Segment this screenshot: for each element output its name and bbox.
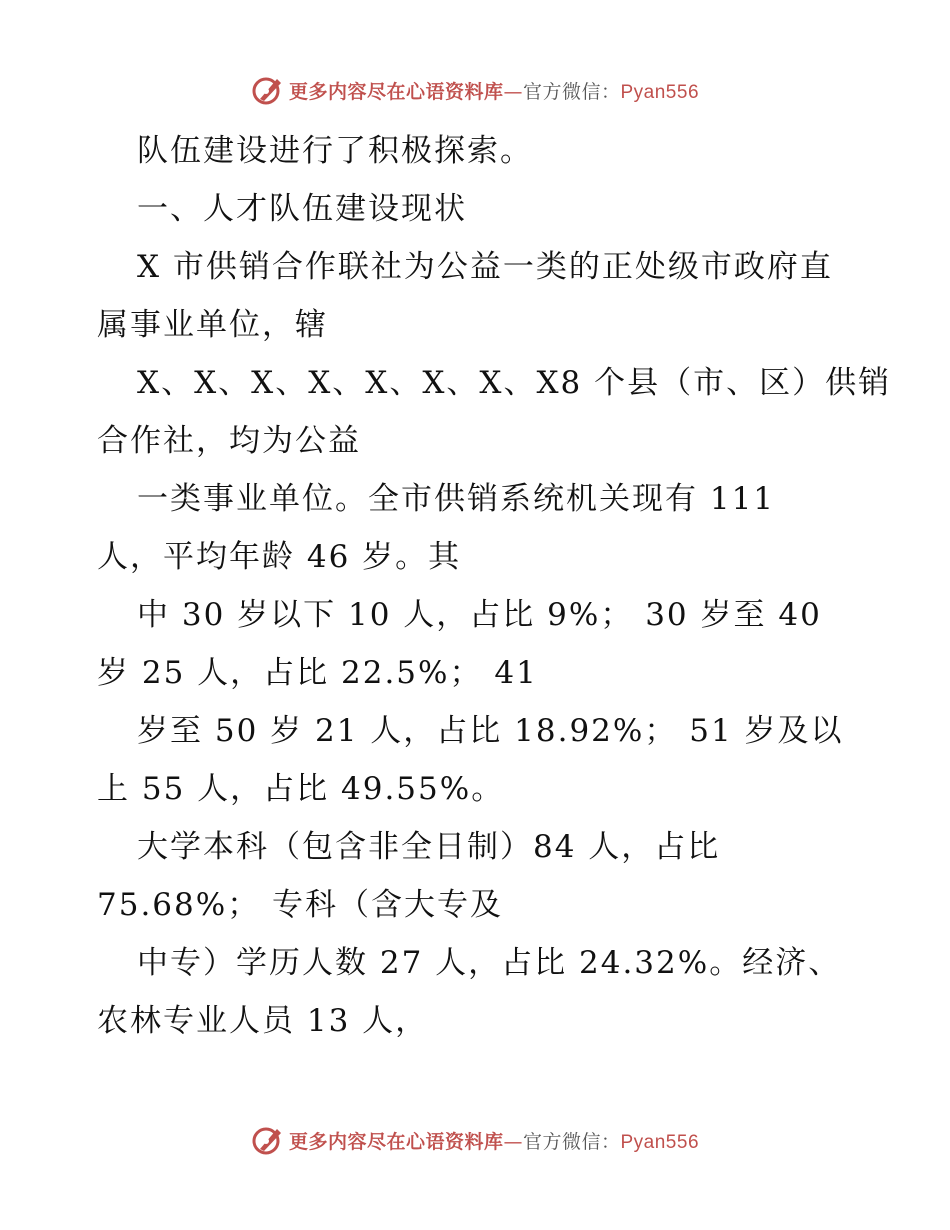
text-line: 上 55 人，占比 49.55%。: [97, 771, 505, 807]
text-line: 中专）学历人数 27 人，占比 24.32%。经济、: [137, 945, 842, 981]
pen-nib-circle-icon: [251, 73, 285, 107]
pen-nib-circle-icon: [251, 1123, 285, 1157]
banner-wechat-id: Pyan556: [620, 81, 700, 103]
footer-banner: [0, 1120, 950, 1160]
text-line: 人，平均年龄 46 岁。其: [97, 539, 462, 575]
text-line: X、X、X、X、X、X、X、X8 个县（市、区）供销: [137, 365, 892, 401]
banner-main-text: 更多内容尽在心语资料库: [288, 1130, 504, 1153]
text-line: 岁至 50 岁 21 人，占比 18.92%； 51 岁及以: [137, 713, 844, 749]
text-line: 75.68%； 专科（含大专及: [97, 887, 504, 923]
text-line: 一类事业单位。全市供销系统机关现有 111: [137, 481, 776, 517]
banner-dash: —: [503, 80, 523, 103]
text-line: X 市供销合作联社为公益一类的正处级市政府直: [137, 249, 833, 285]
banner-wechat-label: 官方微信：: [522, 1130, 621, 1153]
text-line: 岁 25 人，占比 22.5%； 41: [97, 655, 538, 691]
banner-wechat-label: 官方微信：: [522, 80, 621, 103]
section-heading: 一、人才队伍建设现状: [137, 191, 467, 227]
text-line: 中 30 岁以下 10 人，占比 9%； 30 岁至 40: [137, 597, 822, 633]
text-line: 队伍建设进行了积极探索。: [137, 133, 533, 169]
document-body: [97, 122, 897, 1050]
banner-wechat-id: Pyan556: [620, 1131, 700, 1153]
text-line: 大学本科（包含非全日制）84 人，占比: [137, 829, 721, 865]
text-line: 农林专业人员 13 人，: [97, 1003, 429, 1039]
text-line: 合作社，均为公益: [97, 423, 361, 459]
header-banner: [0, 70, 950, 110]
banner-main-text: 更多内容尽在心语资料库: [288, 80, 504, 103]
banner-dash: —: [503, 1130, 523, 1153]
text-line: 属事业单位，辖: [97, 307, 328, 343]
